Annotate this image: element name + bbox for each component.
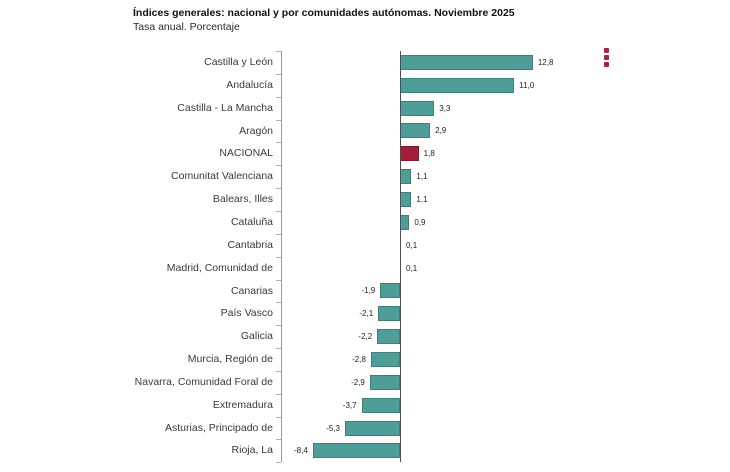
axis-tick (276, 211, 281, 212)
category-label: NACIONAL (219, 147, 273, 159)
axis-tick (276, 142, 281, 143)
category-label: Comunitat Valenciana (171, 170, 273, 182)
axis-tick (276, 234, 281, 235)
category-label: Cantabria (227, 239, 273, 251)
value-label: 11,0 (519, 81, 535, 90)
bar-nacional[interactable] (400, 146, 419, 161)
axis-tick (276, 371, 281, 372)
value-label: 1,1 (416, 172, 428, 181)
axis-tick (276, 417, 281, 418)
category-label: Extremadura (212, 399, 273, 411)
category-axis-line (281, 51, 282, 462)
value-label: 1,8 (423, 149, 435, 158)
bar[interactable] (378, 306, 400, 321)
bar[interactable] (400, 192, 411, 207)
axis-tick (276, 74, 281, 75)
axis-tick (276, 439, 281, 440)
value-label: 12,8 (537, 58, 554, 67)
zero-baseline (400, 51, 401, 462)
bar[interactable] (400, 78, 514, 93)
axis-tick (276, 165, 281, 166)
value-label: -2,8 (352, 355, 366, 364)
bar[interactable] (313, 443, 400, 458)
bar[interactable] (345, 421, 400, 436)
axis-tick (276, 462, 281, 463)
category-label: Madrid, Comunidad de (166, 262, 273, 274)
category-label: Castilla y León (204, 56, 273, 68)
bar[interactable] (377, 329, 400, 344)
value-label: 0,9 (414, 218, 426, 227)
value-label: 0,1 (406, 264, 418, 273)
chart-header (133, 6, 515, 34)
value-label: -8,4 (294, 446, 308, 455)
value-label: -2,1 (359, 309, 374, 318)
axis-tick (276, 51, 281, 52)
bar[interactable] (371, 352, 400, 367)
category-label: Canarias (230, 285, 273, 297)
category-label: Aragón (239, 125, 273, 137)
value-label: 1,1 (416, 195, 428, 204)
bar[interactable] (400, 215, 409, 230)
category-label: Cataluña (230, 216, 273, 228)
kebab-dot (604, 48, 609, 53)
bar[interactable] (400, 101, 434, 116)
axis-tick (276, 394, 281, 395)
bar[interactable] (362, 398, 400, 413)
value-label: -3,7 (342, 401, 357, 410)
bar[interactable] (400, 169, 411, 184)
axis-tick (276, 120, 281, 121)
chart-subtitle: Tasa anual. Porcentaje (133, 21, 240, 33)
axis-tick (276, 302, 281, 303)
category-label: Castilla - La Mancha (177, 102, 273, 114)
value-label: -1,9 (361, 286, 376, 295)
axis-tick (276, 325, 281, 326)
axis-tick (276, 97, 281, 98)
value-label: -2,2 (358, 332, 373, 341)
chart-title: Índices generales: nacional y por comunidades autónomas. Noviembre 2025 (133, 7, 515, 19)
bar[interactable] (400, 123, 430, 138)
bar[interactable] (370, 375, 400, 390)
kebab-menu-icon[interactable] (604, 48, 612, 69)
value-label: 0,1 (406, 241, 418, 250)
value-label: -5,3 (326, 424, 340, 433)
axis-tick (276, 188, 281, 189)
category-label: Balears, Illes (212, 193, 273, 205)
category-label: Murcia, Región de (187, 353, 273, 365)
kebab-dot (604, 55, 609, 60)
value-label: -2,9 (351, 378, 365, 387)
category-label: Navarra, Comunidad Foral de (134, 376, 273, 388)
axis-tick (276, 348, 281, 349)
bar[interactable] (380, 283, 400, 298)
category-label: Rioja, La (231, 444, 273, 456)
bar[interactable] (400, 55, 533, 70)
value-label: 2,9 (435, 126, 447, 135)
kebab-dot (604, 62, 609, 67)
value-label: 3,3 (439, 104, 451, 113)
axis-tick (276, 280, 281, 281)
category-label: Andalucía (226, 79, 273, 91)
category-label: Asturias, Principado de (165, 422, 273, 434)
category-label: País Vasco (220, 307, 273, 319)
category-label: Galicia (240, 330, 273, 342)
axis-tick (276, 257, 281, 258)
